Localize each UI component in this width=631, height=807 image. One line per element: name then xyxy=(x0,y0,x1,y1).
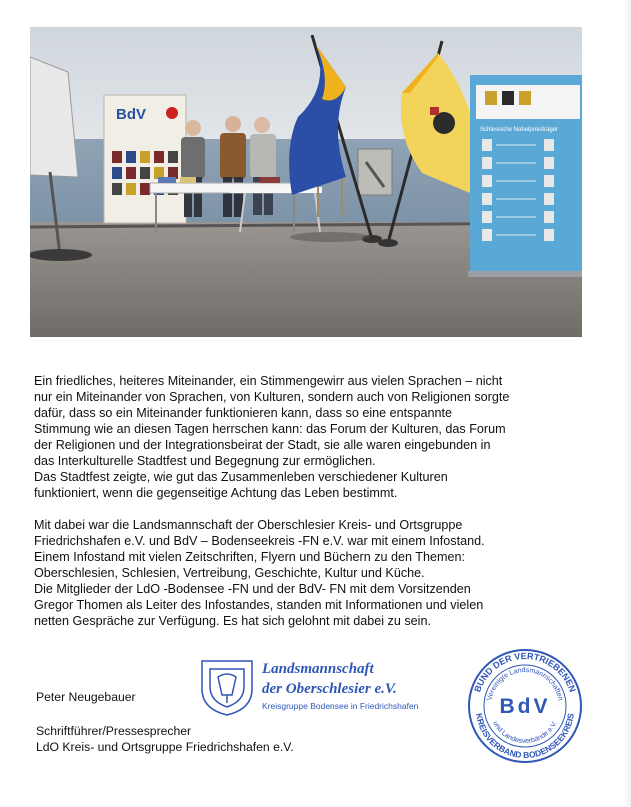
paragraph-2 xyxy=(34,517,604,629)
landsmannschaft-stamp xyxy=(198,655,420,717)
text-line: nur ein Miteinander von Sprachen, von Kulturen, sondern auch von Religionen sorgte xyxy=(34,390,510,404)
text-line: funktioniert, wenn die gegenseitige Achtung das Leben bestimmt. xyxy=(34,486,398,500)
scan-edge xyxy=(623,0,631,807)
text-line: Friedrichshafen e.V. und BdV – Bodenseekreis -FN e.V. war mit einem Infostand. xyxy=(34,534,485,548)
stamp2-inner-top: Vereinigte Landsmannschaften xyxy=(486,666,564,702)
author-role: Schriftführer/Pressesprecher xyxy=(36,724,192,738)
panel-heading: Schlesische Nobelpreisträger xyxy=(480,127,559,133)
stamp2-outer-bottom: KREISVERBAND BODENSEEKREIS xyxy=(474,712,576,761)
text-line: Die Mitglieder der LdO -Bodensee -FN und der BdV- FN mit dem Vorsitzenden xyxy=(34,582,471,596)
coat-of-arms-icon xyxy=(202,661,252,715)
stamp1-line3: Kreisgruppe Bodensee in Friedrichshafen xyxy=(262,701,419,711)
event-photo xyxy=(30,27,582,337)
text-line: Ein friedliches, heiteres Miteinander, ein Stimmengewirr aus vielen Sprachen – nicht xyxy=(34,374,503,388)
bdv-stamp xyxy=(464,647,586,765)
stamp1-line1: Landsmannschaft xyxy=(262,661,374,677)
text-line: das Interkulturelle Stadtfest und Begegnung zur ermöglichen. xyxy=(34,454,376,468)
text-line: Mit dabei war die Landsmannschaft der Oberschlesier Kreis- und Ortsgruppe xyxy=(34,518,463,532)
stamp2-inner-bottom: und Landesverbände e.V. xyxy=(491,720,559,746)
text-line: Stimmung wie an diesen Tagen herrschen kann: das Forum der Kulturen, das Forum xyxy=(34,422,506,436)
svg-text:KREISVERBAND BODENSEEKREIS xyxy=(474,712,576,760)
text-line: dafür, dass so ein Miteinander funktionieren kann, dass so eine entspannte xyxy=(34,406,452,420)
bdv-banner xyxy=(104,95,186,223)
svg-text:und Landesverbände e.V. xyxy=(491,720,558,745)
text-line: Das Stadtfest zeigte, wie gut das Zusammenleben verschiedener Kulturen xyxy=(34,470,448,484)
paragraph-1 xyxy=(34,373,604,501)
bdv-banner-logo: BdV xyxy=(116,106,146,123)
text-line: netten Gespräche zur Verfügung. Es hat sich gelohnt mit dabei zu sein. xyxy=(34,614,431,628)
author-org: LdO Kreis- und Ortsgruppe Friedrichshafen e.V. xyxy=(36,740,294,754)
stamp2-center: BdV xyxy=(499,695,551,718)
text-line: Einem Infostand mit vielen Zeitschriften, Flyern und Büchern zu den Themen: xyxy=(34,550,465,564)
text-line: der Religionen und der Integrationsbeirat der Stadt, sie alle waren eingebunden in xyxy=(34,438,491,452)
author-name: Peter Neugebauer xyxy=(36,690,136,704)
roll-up-panel xyxy=(468,75,582,277)
text-line: Gregor Thomen als Leiter des Infostandes, standen mit Informationen und vielen xyxy=(34,598,484,612)
article-body xyxy=(34,373,604,629)
text-line: Oberschlesien, Schlesien, Vertreibung, Geschichte, Kultur und Küche. xyxy=(34,566,425,580)
stamp1-line2: der Oberschlesier e.V. xyxy=(262,681,397,697)
stamp2-outer-top: BUND DER VERTRIEBENEN xyxy=(472,650,578,694)
